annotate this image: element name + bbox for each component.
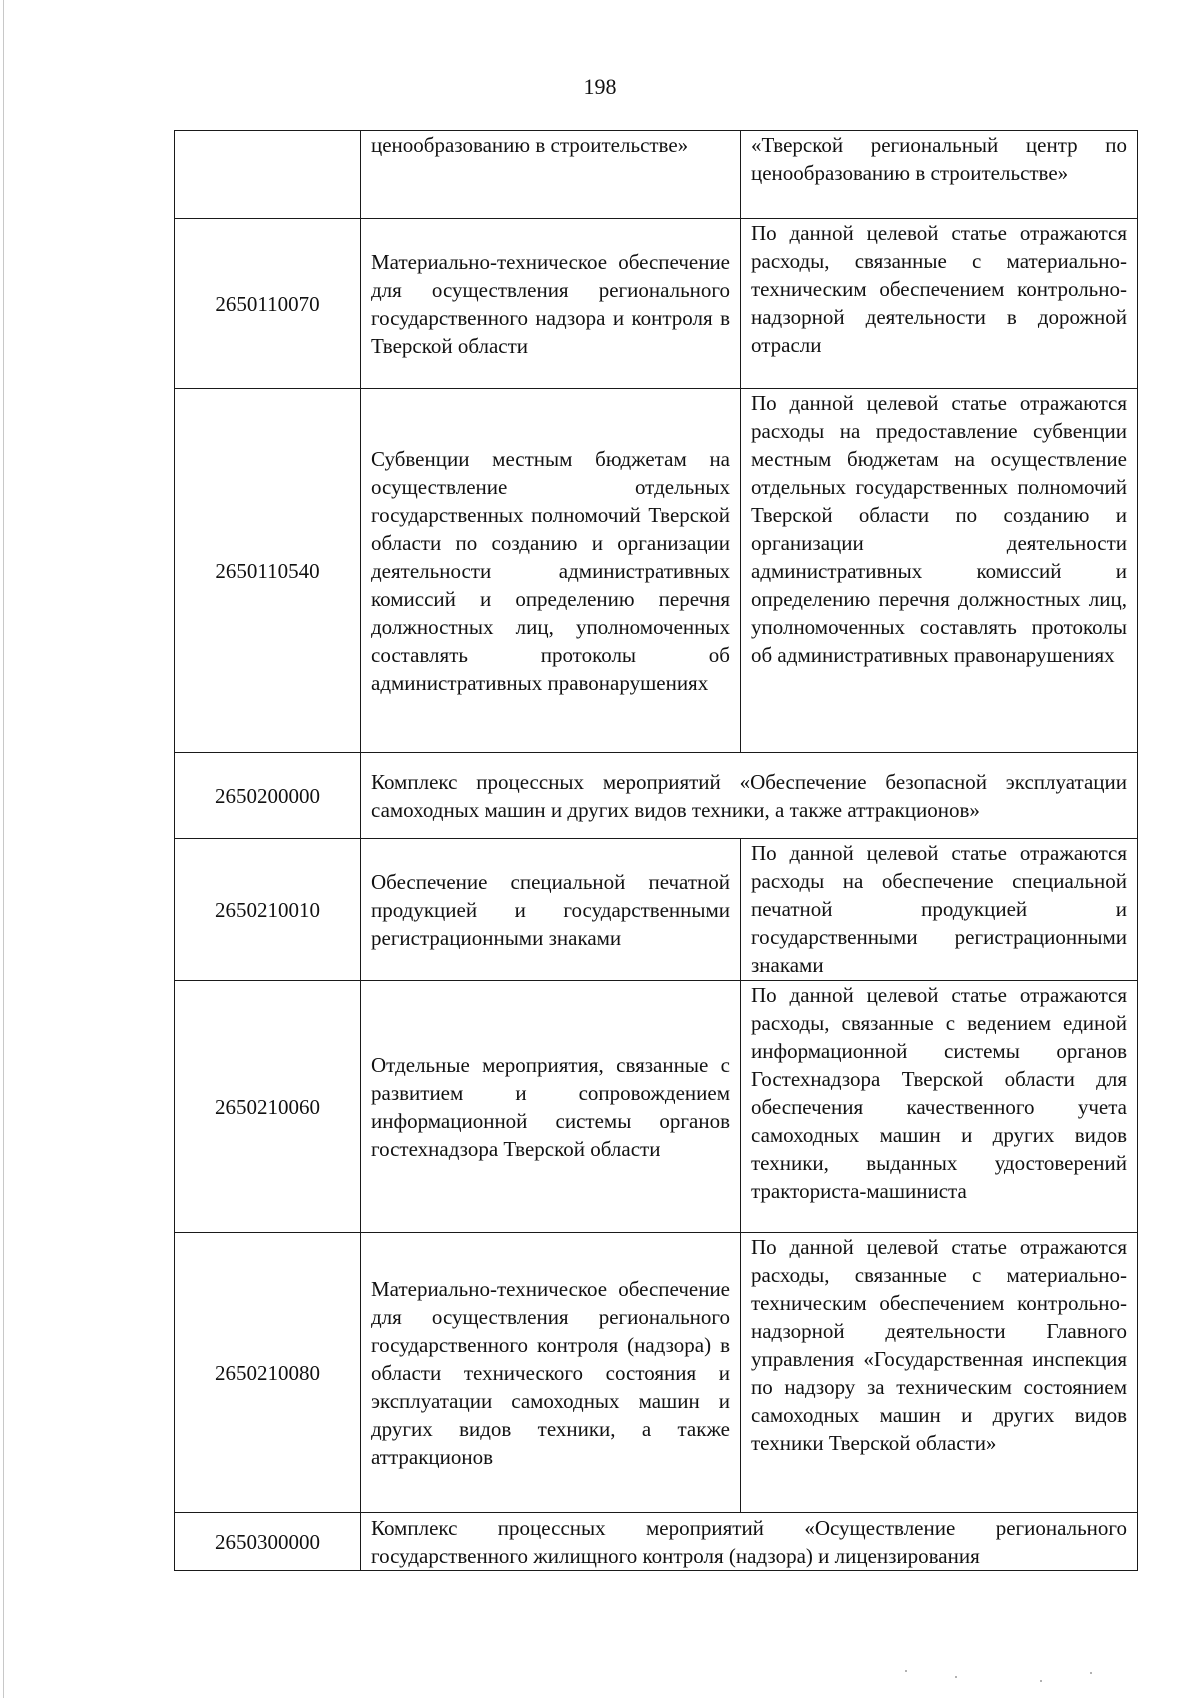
name-cell: Отдельные мероприятия, связанные с развитием и сопровождением информационной системы органов гостехнадзора Тверской области: [361, 981, 741, 1233]
table-row: [175, 839, 1138, 981]
program-title-cell: Комплекс процессных мероприятий «Обеспечение безопасной эксплуатации самоходных машин и других видов техники, а также аттракционов»: [361, 753, 1138, 839]
description-cell: По данной целевой статье отражаются расходы, связанные с материально-техническим обеспечением контрольно-надзорной деятельности в дорожной отрасли: [741, 219, 1138, 389]
name-cell: Обеспечение специальной печатной продукцией и государственными регистрационными знаками: [361, 839, 741, 981]
budget-classification-table: [174, 130, 1138, 1571]
name-cell: Материально-техническое обеспечение для осуществления регионального государственного контроля (надзора) в области технического состояния и эксплуатации самоходных машин и других видов техники, а также аттракционов: [361, 1233, 741, 1513]
scan-speck: [1090, 1672, 1092, 1674]
table-row: [175, 1233, 1138, 1513]
code-cell: 2650200000: [175, 753, 361, 839]
scan-speck: [905, 1670, 907, 1672]
table-row: [175, 389, 1138, 753]
name-cell: Субвенции местным бюджетам на осуществление отдельных государственных полномочий Тверской области по созданию и организации деятельности административных комиссий и определению перечня должностных лиц, уполномоченных составлять протоколы об административных правонарушениях: [361, 389, 741, 753]
page-number: 198: [583, 74, 617, 99]
table-row: [175, 131, 1138, 219]
table-row: [175, 1513, 1138, 1571]
scan-speck: [955, 1676, 957, 1678]
code-cell: 2650210080: [175, 1233, 361, 1513]
description-cell: По данной целевой статье отражаются расходы на обеспечение специальной печатной продукцией и государственными регистрационными знаками: [741, 839, 1138, 981]
name-cell: Материально-техническое обеспечение для осуществления регионального государственного надзора и контроля в Тверской области: [361, 219, 741, 389]
code-cell: 2650300000: [175, 1513, 361, 1571]
name-cell: ценообразованию в строительстве»: [361, 131, 741, 219]
code-cell: 2650110070: [175, 219, 361, 389]
description-cell: «Тверской региональный центр по ценообразованию в строительстве»: [741, 131, 1138, 219]
code-cell: 2650110540: [175, 389, 361, 753]
program-title-cell: Комплекс процессных мероприятий «Осуществление регионального государственного жилищного контроля (надзора) и лицензирования: [361, 1513, 1138, 1571]
table-row: [175, 219, 1138, 389]
code-cell: [175, 131, 361, 219]
table-row: [175, 753, 1138, 839]
description-cell: По данной целевой статье отражаются расходы, связанные с ведением единой информационной системы органов Гостехнадзора Тверской области для обеспечения качественного учета самоходных машин и других видов техники, выданных удостоверений тракториста-машиниста: [741, 981, 1138, 1233]
code-cell: 2650210060: [175, 981, 361, 1233]
scan-edge-left: [3, 0, 4, 1698]
code-cell: 2650210010: [175, 839, 361, 981]
description-cell: По данной целевой статье отражаются расходы на предоставление субвенции местным бюджетам на осуществление отдельных государственных полномочий Тверской области по созданию и организации деятельности административных комиссий и определению перечня должностных лиц, уполномоченных составлять протоколы об административных правонарушениях: [741, 389, 1138, 753]
table-row: [175, 981, 1138, 1233]
scan-speck: [1040, 1680, 1042, 1682]
description-cell: По данной целевой статье отражаются расходы, связанные с материально-техническим обеспечением контрольно-надзорной деятельности Главного управления «Государственная инспекция по надзору за техническим состоянием самоходных машин и других видов техники Тверской области»: [741, 1233, 1138, 1513]
